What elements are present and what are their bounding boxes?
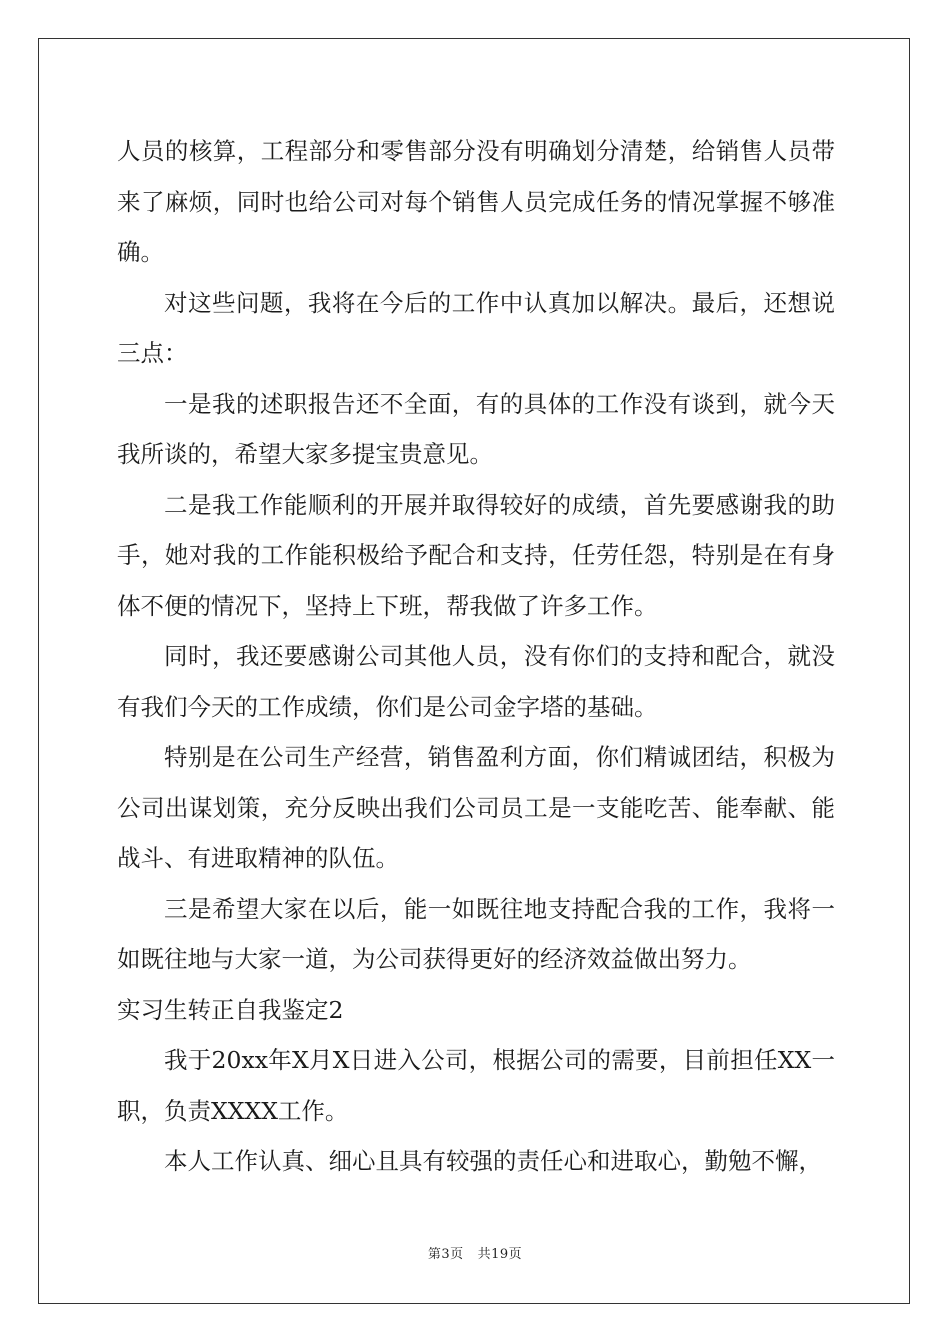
page-number: 第3页 xyxy=(427,1247,464,1262)
page-total: 共19页 xyxy=(477,1247,523,1262)
paragraph: 人员的核算，工程部分和零售部分没有明确划分清楚，给销售人员带来了麻烦，同时也给公司对每个销售人员完成任务的情况掌握不够准确。 xyxy=(117,137,835,266)
paragraph: 本人工作认真、细心且具有较强的责任心和进取心，勤勉不懈， xyxy=(164,1147,822,1175)
paragraph: 特别是在公司生产经营，销售盈利方面，你们精诚团结，积极为公司出谋划策，充分反映出我们公司员工是一支能吃苦、能奉献、能战斗、有进取精神的队伍。 xyxy=(117,743,835,872)
paragraph: 三是希望大家在以后，能一如既往地支持配合我的工作，我将一如既往地与大家一道，为公司获得更好的经济效益做出努力。 xyxy=(117,894,835,973)
page-footer xyxy=(0,1243,950,1262)
paragraph: 一是我的述职报告还不全面，有的具体的工作没有谈到，就今天我所谈的，希望大家多提宝贵意见。 xyxy=(117,389,835,468)
paragraph: 同时，我还要感谢公司其他人员，没有你们的支持和配合，就没有我们今天的工作成绩，你们是公司金字塔的基础。 xyxy=(117,642,835,721)
paragraph: 我于20xx年X月X日进入公司，根据公司的需要，目前担任XX一职，负责XXXX工作。 xyxy=(117,1046,835,1125)
section-heading: 实习生转正自我鉴定2 xyxy=(117,995,344,1024)
paragraph: 二是我工作能顺利的开展并取得较好的成绩，首先要感谢我的助手，她对我的工作能积极给予配合和支持，任劳任怨，特别是在有身体不便的情况下，坚持上下班，帮我做了许多工作。 xyxy=(117,490,835,620)
paragraph: 对这些问题，我将在今后的工作中认真加以解决。最后，还想说三点： xyxy=(117,288,835,367)
document-body xyxy=(117,126,835,1187)
